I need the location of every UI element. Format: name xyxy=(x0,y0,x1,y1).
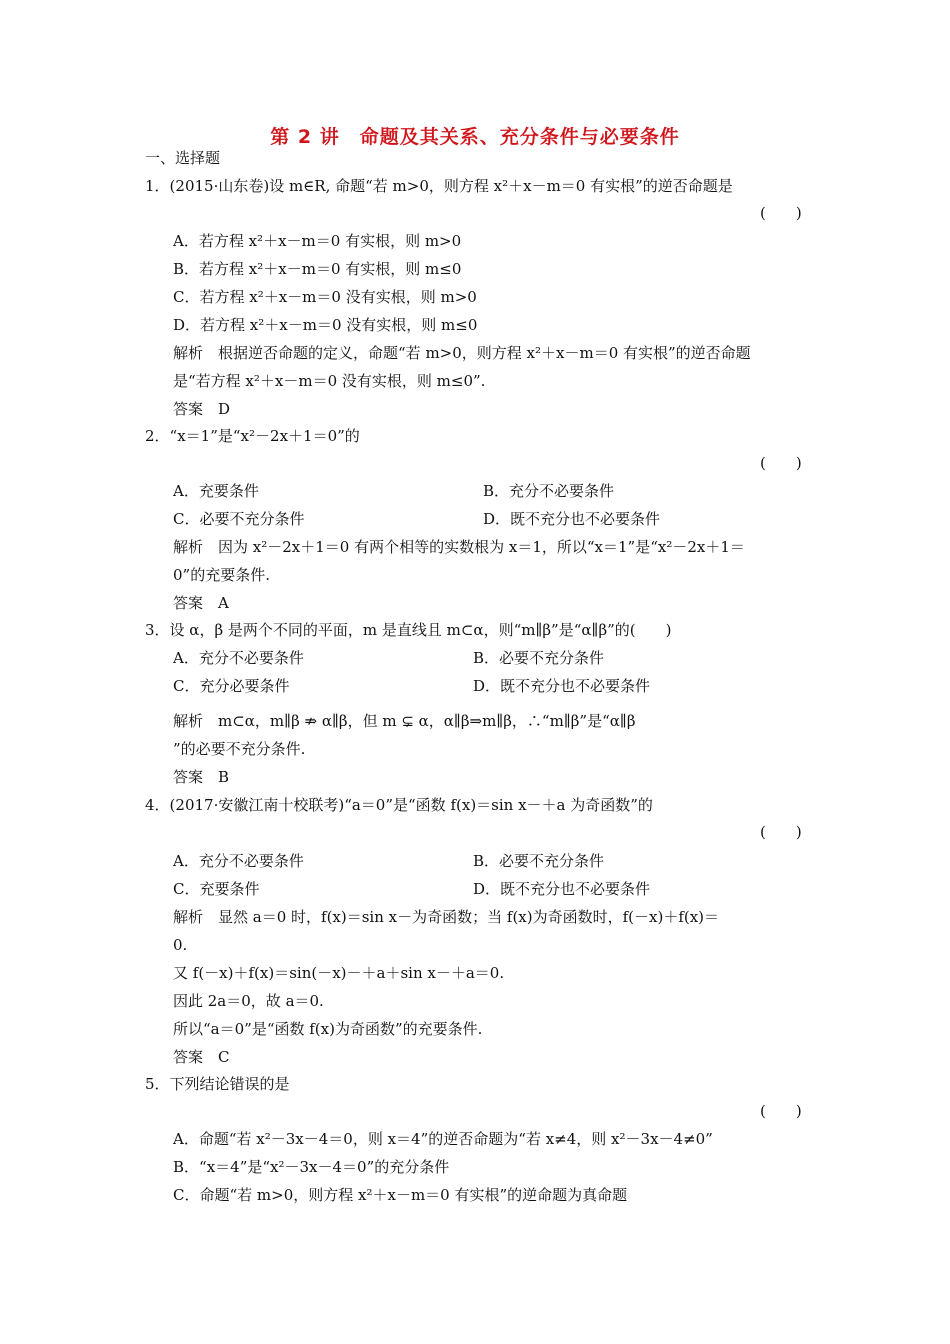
q1-analysis-line-1: 解析 根据逆否命题的定义，命题“若 m>0，则方程 x²＋x－m＝0 有实根”的逆否命题 xyxy=(173,344,751,362)
answer-paren-2: ( ) xyxy=(760,454,802,472)
q2-analysis-line-2: 0”的充要条件. xyxy=(173,566,270,584)
q3-analysis-line-1: 解析 m⊂α，m∥β ⇏ α∥β，但 m ⊊ α，α∥β⇒m∥β，∴“m∥β”是“α∥β xyxy=(173,712,636,730)
q1-analysis-line-2: 是“若方程 x²＋x－m＝0 没有实根，则 m≤0”. xyxy=(173,372,486,390)
answer-paren-4: ( ) xyxy=(760,823,802,841)
q5-option-a: A．命题“若 x²－3x－4＝0，则 x＝4”的逆否命题为“若 x≠4，则 x²－3x－4≠0” xyxy=(173,1130,713,1148)
answer-paren-1: ( ) xyxy=(760,204,802,222)
q3-option-a: A．充分不必要条件 xyxy=(173,649,304,667)
q1-option-b: B．若方程 x²＋x－m＝0 有实根，则 m≤0 xyxy=(173,260,462,278)
page-title: 第 2 讲 命题及其关系、充分条件与必要条件 xyxy=(270,126,680,148)
q1-option-c: C．若方程 x²＋x－m＝0 没有实根，则 m>0 xyxy=(173,288,477,306)
q4-option-b: B．必要不充分条件 xyxy=(473,852,605,870)
q4-option-c: C．充要条件 xyxy=(173,880,260,898)
q3-option-b: B．必要不充分条件 xyxy=(473,649,605,667)
q4-analysis-line-5: 所以“a＝0”是“函数 f(x)为奇函数”的充要条件. xyxy=(173,1020,483,1038)
question-2-stem: 2．“x＝1”是“x²－2x＋1＝0”的 xyxy=(145,427,360,445)
q1-option-d: D．若方程 x²＋x－m＝0 没有实根，则 m≤0 xyxy=(173,316,478,334)
q4-analysis-line-3: 又 f(－x)＋f(x)＝sin(－x)－＋a＋sin x－＋a＝0. xyxy=(173,964,505,982)
q1-answer: 答案 D xyxy=(173,400,231,418)
answer-paren-5: ( ) xyxy=(760,1102,802,1120)
q2-answer: 答案 A xyxy=(173,594,229,612)
q5-option-c: C．命题“若 m>0，则方程 x²＋x－m＝0 有实根”的逆命题为真命题 xyxy=(173,1186,628,1204)
q2-option-d: D．既不充分也不必要条件 xyxy=(483,510,661,528)
q5-option-b: B．“x＝4”是“x²－3x－4＝0”的充分条件 xyxy=(173,1158,450,1176)
q3-answer: 答案 B xyxy=(173,768,230,786)
section-heading: 一、选择题 xyxy=(145,149,221,167)
q4-option-a: A．充分不必要条件 xyxy=(173,852,304,870)
question-5-stem: 5．下列结论错误的是 xyxy=(145,1075,290,1093)
question-3-stem: 3．设 α，β 是两个不同的平面，m 是直线且 m⊂α，则“m∥β”是“α∥β”的( ) xyxy=(145,621,672,639)
q4-analysis-line-1: 解析 显然 a＝0 时，f(x)＝sin x－为奇函数；当 f(x)为奇函数时，f(－x)＋f(x)＝ xyxy=(173,908,720,926)
q2-analysis-line-1: 解析 因为 x²－2x＋1＝0 有两个相等的实数根为 x＝1，所以“x＝1”是“x²－2x＋1＝ xyxy=(173,538,745,556)
q2-option-b: B．充分不必要条件 xyxy=(483,482,615,500)
q3-option-d: D．既不充分也不必要条件 xyxy=(473,677,651,695)
q3-analysis-line-2: ”的必要不充分条件. xyxy=(173,740,306,758)
q1-option-a: A．若方程 x²＋x－m＝0 有实根，则 m>0 xyxy=(173,232,462,250)
q3-option-c: C．充分必要条件 xyxy=(173,677,290,695)
q4-analysis-line-4: 因此 2a＝0，故 a＝0. xyxy=(173,992,324,1010)
question-4-stem: 4．(2017·安徽江南十校联考)“a＝0”是“函数 f(x)＝sin x－＋a 为奇函数”的 xyxy=(145,796,653,814)
q2-option-a: A．充要条件 xyxy=(173,482,259,500)
q4-answer: 答案 C xyxy=(173,1048,230,1066)
q4-analysis-line-2: 0. xyxy=(173,936,188,954)
question-1-stem: 1．(2015·山东卷)设 m∈R, 命题“若 m>0，则方程 x²＋x－m＝0 有实根”的逆否命题是 xyxy=(145,177,733,195)
q2-option-c: C．必要不充分条件 xyxy=(173,510,305,528)
q4-option-d: D．既不充分也不必要条件 xyxy=(473,880,651,898)
